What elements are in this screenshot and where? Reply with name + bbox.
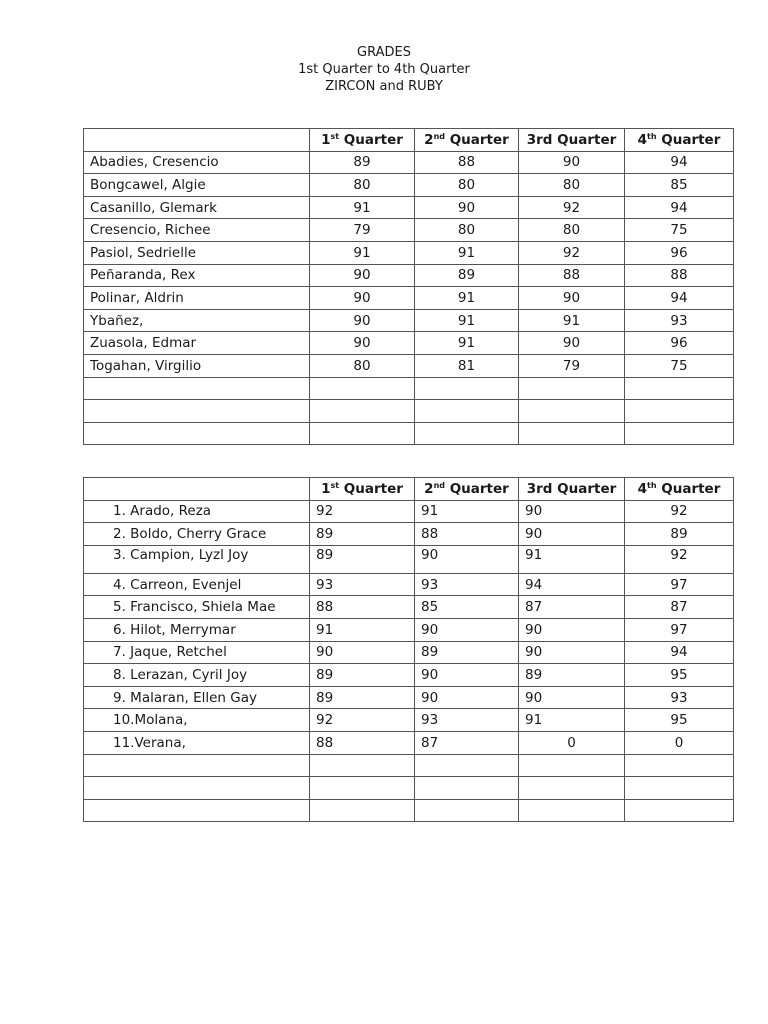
- empty-table-row: [84, 422, 734, 445]
- q1-grade-cell: 92: [310, 500, 415, 523]
- q1-grade-cell: 79: [310, 219, 415, 242]
- student-name-cell: 10.Molana,: [84, 709, 310, 732]
- q3-grade-cell: 80: [519, 219, 625, 242]
- q4-grade-cell: 92: [625, 500, 734, 523]
- q2-grade-cell: 93: [415, 709, 519, 732]
- q4-grade-cell: 94: [625, 151, 734, 174]
- student-name-cell: 7. Jaque, Retchel: [84, 641, 310, 664]
- q1-grade-cell: 88: [310, 596, 415, 619]
- empty-cell: [519, 377, 625, 400]
- q3-grade-cell: 92: [519, 196, 625, 219]
- student-name-cell: Polinar, Aldrin: [84, 287, 310, 310]
- empty-cell: [310, 799, 415, 822]
- q1-grade-cell: 91: [310, 241, 415, 264]
- document-header: [0, 44, 768, 95]
- q1-grade-cell: 90: [310, 264, 415, 287]
- q1-grade-cell: 93: [310, 573, 415, 596]
- student-name-cell: 8. Lerazan, Cyril Joy: [84, 664, 310, 687]
- q4-column-header: 4th Quarter: [625, 129, 734, 152]
- name-column-header: [84, 478, 310, 501]
- table-row: [84, 219, 734, 242]
- empty-cell: [519, 799, 625, 822]
- table-row: [84, 686, 734, 709]
- q1-grade-cell: 89: [310, 664, 415, 687]
- student-name-cell: 6. Hilot, Merrymar: [84, 618, 310, 641]
- q3-grade-cell: 90: [519, 618, 625, 641]
- empty-cell: [84, 422, 310, 445]
- q3-column-header: 3rd Quarter: [519, 478, 625, 501]
- q2-grade-cell: 80: [415, 219, 519, 242]
- empty-cell: [625, 777, 734, 800]
- q1-grade-cell: 90: [310, 309, 415, 332]
- ruby-grades-table: [83, 477, 734, 822]
- document-title: GRADES: [357, 45, 411, 60]
- table-header-row: [84, 129, 734, 152]
- q4-grade-cell: 96: [625, 241, 734, 264]
- empty-cell: [310, 400, 415, 423]
- q3-grade-cell: 91: [519, 309, 625, 332]
- q3-grade-cell: 89: [519, 664, 625, 687]
- empty-cell: [519, 422, 625, 445]
- q2-grade-cell: 91: [415, 332, 519, 355]
- q4-grade-cell: 87: [625, 596, 734, 619]
- table-row: [84, 500, 734, 523]
- student-name-cell: 4. Carreon, Evenjel: [84, 573, 310, 596]
- q4-grade-cell: 0: [625, 731, 734, 754]
- q4-grade-cell: 88: [625, 264, 734, 287]
- q4-grade-cell: 96: [625, 332, 734, 355]
- q1-column-header: 1st Quarter: [310, 129, 415, 152]
- q2-grade-cell: 91: [415, 500, 519, 523]
- empty-cell: [415, 400, 519, 423]
- empty-cell: [519, 400, 625, 423]
- q4-grade-cell: 97: [625, 618, 734, 641]
- student-name-cell: Abadies, Cresencio: [84, 151, 310, 174]
- q3-grade-cell: 79: [519, 354, 625, 377]
- empty-cell: [625, 754, 734, 777]
- empty-cell: [625, 400, 734, 423]
- table-row: [84, 664, 734, 687]
- q3-grade-cell: 90: [519, 641, 625, 664]
- q4-grade-cell: 95: [625, 664, 734, 687]
- q3-grade-cell: 90: [519, 523, 625, 546]
- q4-grade-cell: 75: [625, 219, 734, 242]
- q4-grade-cell: 89: [625, 523, 734, 546]
- empty-cell: [84, 400, 310, 423]
- table-row: [84, 151, 734, 174]
- q2-grade-cell: 90: [415, 618, 519, 641]
- q2-grade-cell: 89: [415, 641, 519, 664]
- document-sections: ZIRCON and RUBY: [325, 79, 443, 94]
- q1-grade-cell: 90: [310, 332, 415, 355]
- q3-grade-cell: 90: [519, 332, 625, 355]
- table-row: [84, 523, 734, 546]
- student-name-cell: Cresencio, Richee: [84, 219, 310, 242]
- q4-grade-cell: 92: [625, 545, 734, 573]
- q1-grade-cell: 91: [310, 618, 415, 641]
- table-row: [84, 332, 734, 355]
- q1-grade-cell: 89: [310, 523, 415, 546]
- q3-grade-cell: 0: [519, 731, 625, 754]
- empty-cell: [519, 777, 625, 800]
- q1-column-header: 1st Quarter: [310, 478, 415, 501]
- student-name-cell: 1. Arado, Reza: [84, 500, 310, 523]
- q4-grade-cell: 85: [625, 174, 734, 197]
- student-name-cell: 3. Campion, Lyzl Joy: [84, 545, 310, 573]
- empty-cell: [310, 777, 415, 800]
- q4-column-header: 4th Quarter: [625, 478, 734, 501]
- table-row: [84, 241, 734, 264]
- q3-grade-cell: 90: [519, 151, 625, 174]
- student-name-cell: 9. Malaran, Ellen Gay: [84, 686, 310, 709]
- table-row: [84, 709, 734, 732]
- q1-grade-cell: 91: [310, 196, 415, 219]
- q1-grade-cell: 90: [310, 287, 415, 310]
- table-row: [84, 596, 734, 619]
- zircon-grades-table: [83, 128, 734, 445]
- student-name-cell: Casanillo, Glemark: [84, 196, 310, 219]
- student-name-cell: 2. Boldo, Cherry Grace: [84, 523, 310, 546]
- q4-grade-cell: 94: [625, 641, 734, 664]
- empty-cell: [415, 754, 519, 777]
- q3-grade-cell: 90: [519, 686, 625, 709]
- q3-grade-cell: 94: [519, 573, 625, 596]
- table-row: [84, 545, 734, 573]
- student-name-cell: Bongcawel, Algie: [84, 174, 310, 197]
- q3-grade-cell: 92: [519, 241, 625, 264]
- q3-grade-cell: 80: [519, 174, 625, 197]
- student-name-cell: 11.Verana,: [84, 731, 310, 754]
- q3-grade-cell: 91: [519, 545, 625, 573]
- empty-cell: [625, 377, 734, 400]
- q2-column-header: 2nd Quarter: [415, 129, 519, 152]
- q3-grade-cell: 88: [519, 264, 625, 287]
- q4-grade-cell: 93: [625, 686, 734, 709]
- q1-grade-cell: 88: [310, 731, 415, 754]
- empty-cell: [625, 422, 734, 445]
- q2-grade-cell: 90: [415, 664, 519, 687]
- q4-grade-cell: 75: [625, 354, 734, 377]
- q2-grade-cell: 80: [415, 174, 519, 197]
- q2-grade-cell: 89: [415, 264, 519, 287]
- empty-table-row: [84, 777, 734, 800]
- q3-grade-cell: 87: [519, 596, 625, 619]
- empty-cell: [310, 377, 415, 400]
- table-row: [84, 174, 734, 197]
- empty-cell: [84, 754, 310, 777]
- table-row: [84, 618, 734, 641]
- empty-cell: [84, 377, 310, 400]
- empty-cell: [415, 377, 519, 400]
- q2-column-header: 2nd Quarter: [415, 478, 519, 501]
- name-column-header: [84, 129, 310, 152]
- table-row: [84, 731, 734, 754]
- q1-grade-cell: 80: [310, 174, 415, 197]
- student-name-cell: Peñaranda, Rex: [84, 264, 310, 287]
- q2-grade-cell: 85: [415, 596, 519, 619]
- empty-cell: [415, 799, 519, 822]
- table-row: [84, 309, 734, 332]
- q3-column-header: 3rd Quarter: [519, 129, 625, 152]
- q2-grade-cell: 91: [415, 287, 519, 310]
- q2-grade-cell: 88: [415, 151, 519, 174]
- empty-table-row: [84, 400, 734, 423]
- empty-table-row: [84, 754, 734, 777]
- q1-grade-cell: 89: [310, 151, 415, 174]
- empty-cell: [625, 799, 734, 822]
- q2-grade-cell: 81: [415, 354, 519, 377]
- table-row: [84, 354, 734, 377]
- table-row: [84, 287, 734, 310]
- table-row: [84, 573, 734, 596]
- q4-grade-cell: 94: [625, 196, 734, 219]
- q2-grade-cell: 88: [415, 523, 519, 546]
- q2-grade-cell: 91: [415, 309, 519, 332]
- q1-grade-cell: 90: [310, 641, 415, 664]
- empty-cell: [310, 422, 415, 445]
- table-row: [84, 196, 734, 219]
- empty-cell: [415, 777, 519, 800]
- q3-grade-cell: 90: [519, 287, 625, 310]
- q4-grade-cell: 95: [625, 709, 734, 732]
- empty-table-row: [84, 799, 734, 822]
- q2-grade-cell: 91: [415, 241, 519, 264]
- q4-grade-cell: 97: [625, 573, 734, 596]
- student-name-cell: 5. Francisco, Shiela Mae: [84, 596, 310, 619]
- q2-grade-cell: 90: [415, 545, 519, 573]
- empty-cell: [84, 777, 310, 800]
- table-row: [84, 641, 734, 664]
- q3-grade-cell: 90: [519, 500, 625, 523]
- student-name-cell: Ybañez,: [84, 309, 310, 332]
- empty-cell: [415, 422, 519, 445]
- student-name-cell: Pasiol, Sedrielle: [84, 241, 310, 264]
- empty-cell: [519, 754, 625, 777]
- table-row: [84, 264, 734, 287]
- document-subtitle: 1st Quarter to 4th Quarter: [298, 62, 470, 77]
- q4-grade-cell: 93: [625, 309, 734, 332]
- empty-table-row: [84, 377, 734, 400]
- q1-grade-cell: 89: [310, 545, 415, 573]
- q2-grade-cell: 90: [415, 686, 519, 709]
- student-name-cell: Togahan, Virgilio: [84, 354, 310, 377]
- q2-grade-cell: 93: [415, 573, 519, 596]
- q3-grade-cell: 91: [519, 709, 625, 732]
- student-name-cell: Zuasola, Edmar: [84, 332, 310, 355]
- q1-grade-cell: 92: [310, 709, 415, 732]
- q1-grade-cell: 89: [310, 686, 415, 709]
- table-header-row: [84, 478, 734, 501]
- empty-cell: [310, 754, 415, 777]
- empty-cell: [84, 799, 310, 822]
- q2-grade-cell: 87: [415, 731, 519, 754]
- q4-grade-cell: 94: [625, 287, 734, 310]
- q1-grade-cell: 80: [310, 354, 415, 377]
- q2-grade-cell: 90: [415, 196, 519, 219]
